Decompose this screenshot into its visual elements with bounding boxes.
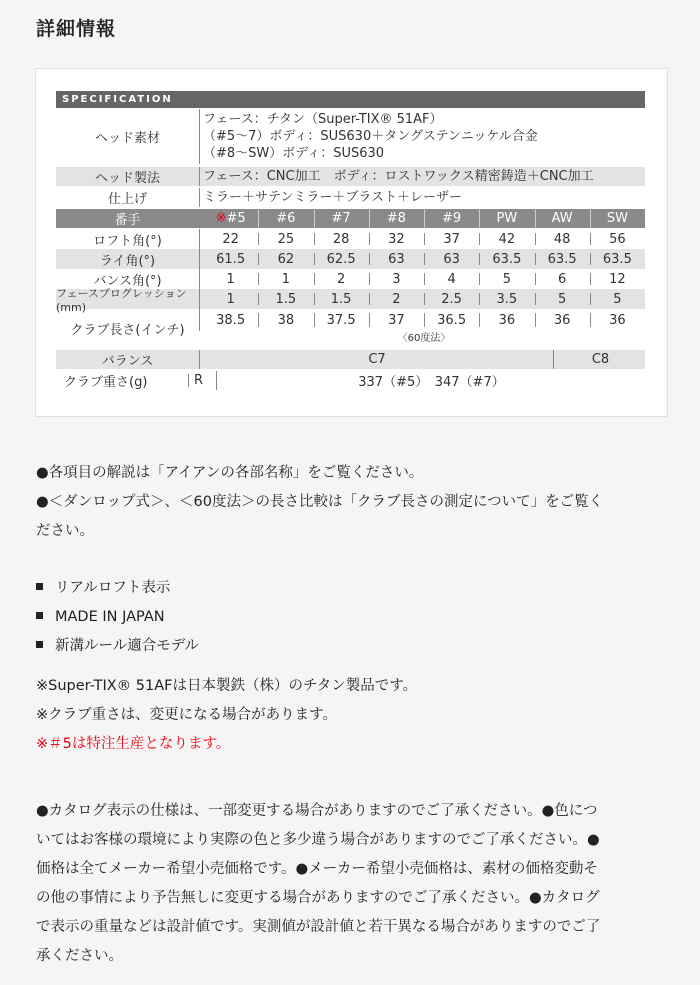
- remark-titanium: ※Super-TIX® 51AFは日本製鉄（株）のチタン製品です。: [36, 678, 418, 694]
- bounce-cell: 4: [447, 271, 456, 287]
- balance-left: C7: [368, 352, 386, 367]
- lie-cell: 63.5: [547, 251, 577, 267]
- head-material-line: （#5〜7）ボディ：SUS630＋タングステンニッケル合金: [203, 129, 538, 144]
- note-parts-link[interactable]: ●各項目の解説は「アイアンの各部名称」をご覧ください。: [36, 465, 424, 481]
- value-head-method: フェース：CNC加工 ボディ：ロストワックス精密鋳造＋CNC加工: [203, 169, 594, 184]
- number-cell: #6: [276, 211, 296, 226]
- spec-title-bar: SPECIFICATION: [56, 91, 645, 108]
- label-length: クラブ長さ(インチ): [70, 322, 185, 338]
- progression-cell: 1.5: [275, 291, 297, 307]
- label-progression: フェースプログレッション(mm): [56, 286, 187, 314]
- lie-cell: 63: [443, 251, 460, 267]
- label-weight: クラブ重さ(g): [64, 375, 148, 390]
- weight-value: 337（#5） 347（#7）: [358, 375, 505, 390]
- note-length-link[interactable]: ●＜ダンロップ式＞、＜60度法＞の長さ比較は「クラブ長さの測定について」をご覧く: [36, 494, 604, 510]
- progression-cell: 3.5: [496, 291, 518, 307]
- length-cell: 37: [388, 312, 405, 328]
- length-cell: 36.5: [437, 312, 467, 328]
- row-club-number: [56, 209, 645, 228]
- remark-custom-order: ※＃5は特注生産となります。: [36, 736, 231, 752]
- row-finish: [56, 188, 645, 207]
- loft-cell: 48: [553, 231, 571, 247]
- disclaimer-line: の他の事情により予告無しに変更する場合がありますのでご了承ください。●カタログ: [36, 890, 600, 906]
- disclaimer-line: で表示の重量などは設計値です。実測値が設計値と若干異なる場合がありますのでご了: [36, 919, 601, 935]
- row-head-method: [56, 167, 645, 186]
- label-head-method: ヘッド製法: [94, 171, 160, 186]
- disclaimer-line: いてはお客様の環境により実際の色と多少違う場合がありますのでご了承ください。●: [36, 832, 600, 848]
- page-heading: 詳細情報: [36, 18, 117, 40]
- label-balance: バランス: [101, 354, 154, 369]
- feature-list: [36, 574, 199, 661]
- row-progression: [56, 286, 645, 314]
- feature-item: MADE IN JAPAN: [36, 603, 199, 632]
- loft-cell: 22: [222, 231, 239, 247]
- row-balance: [56, 350, 645, 369]
- row-head-material: [56, 109, 645, 164]
- number-cell: SW: [606, 211, 628, 226]
- lie-cell: 61.5: [216, 251, 246, 267]
- label-club-number: 番手: [114, 213, 141, 228]
- spec-card: [35, 68, 668, 417]
- loft-cell: 25: [277, 231, 295, 247]
- number-cell: #8: [386, 211, 406, 226]
- number-cell: AW: [551, 211, 573, 226]
- bounce-cell: 1: [226, 271, 235, 287]
- loft-cell: 28: [332, 231, 350, 247]
- note-length-link-cont: ださい。: [36, 523, 94, 539]
- row-lie: [56, 249, 645, 269]
- length-cell: 38: [277, 312, 295, 328]
- feature-item: 新溝ルール適合モデル: [36, 632, 199, 661]
- length-cell: 36: [553, 312, 571, 328]
- progression-cell: 5: [613, 291, 622, 307]
- disclaimer-line: ●カタログ表示の仕様は、一部変更する場合がありますのでご了承ください。●色につ: [36, 803, 598, 819]
- row-length-note: [56, 331, 645, 347]
- loft-cell: 42: [498, 231, 516, 247]
- lie-cell: 63.5: [602, 251, 632, 267]
- remarks: [36, 672, 417, 759]
- length-note: 〈60度法〉: [397, 333, 451, 344]
- progression-cell: 1: [226, 291, 235, 307]
- lie-cell: 63.5: [492, 251, 522, 267]
- loft-cell: 32: [388, 231, 405, 247]
- label-bounce: バンス角(°): [93, 273, 162, 289]
- head-material-line: フェース：チタン（Super-TIX® 51AF）: [203, 112, 443, 127]
- bounce-cell: 6: [557, 271, 567, 287]
- bounce-cell: 5: [502, 271, 512, 287]
- bounce-cell: 1: [281, 271, 291, 287]
- progression-cell: 5: [557, 291, 567, 307]
- weight-flex: R: [194, 373, 204, 388]
- custom-order-mark: ※: [215, 211, 227, 226]
- notes-links: [36, 459, 603, 546]
- lie-cell: 62: [277, 251, 295, 267]
- progression-cell: 2.5: [441, 291, 462, 307]
- row-loft: [56, 229, 645, 249]
- head-material-line: （#8〜SW）ボディ：SUS630: [203, 146, 385, 161]
- lie-cell: 62.5: [326, 251, 356, 267]
- progression-cell: 1.5: [330, 291, 352, 307]
- remark-weight: ※クラブ重さは、変更になる場合があります。: [36, 707, 337, 723]
- loft-cell: 56: [609, 231, 626, 247]
- length-cell: 37.5: [326, 312, 356, 328]
- label-loft: ロフト角(°): [93, 233, 162, 249]
- number-cell: #9: [442, 211, 462, 226]
- bounce-cell: 3: [392, 271, 401, 287]
- disclaimer-line: 承ください。: [36, 948, 123, 964]
- number-cell: [203, 209, 258, 228]
- length-cell: 36: [609, 312, 626, 328]
- label-lie: ライ角(°): [99, 253, 156, 269]
- number-cell-text: #5: [226, 211, 246, 226]
- disclaimer-line: 価格は全てメーカー希望小売価格です。●メーカー希望小売価格は、素材の価格変動そ: [36, 861, 598, 877]
- row-weight: [56, 371, 645, 390]
- lie-cell: 63: [388, 251, 405, 267]
- balance-right: C8: [591, 352, 610, 367]
- label-head-material: ヘッド素材: [94, 131, 160, 146]
- number-cell: #7: [331, 211, 351, 226]
- bounce-cell: 12: [609, 271, 626, 287]
- row-length: [56, 309, 645, 338]
- feature-item: リアルロフト表示: [36, 574, 199, 603]
- disclaimer: [36, 797, 600, 971]
- progression-cell: 2: [392, 291, 401, 307]
- bounce-cell: 2: [336, 271, 346, 287]
- length-cell: 36: [498, 312, 516, 328]
- length-cell: 38.5: [216, 312, 246, 328]
- loft-cell: 37: [443, 231, 460, 247]
- value-head-material: [203, 109, 538, 164]
- value-finish: ミラー＋サテンミラー＋ブラスト＋レーザー: [203, 190, 462, 205]
- number-cell: PW: [496, 211, 518, 226]
- label-finish: 仕上げ: [107, 192, 147, 207]
